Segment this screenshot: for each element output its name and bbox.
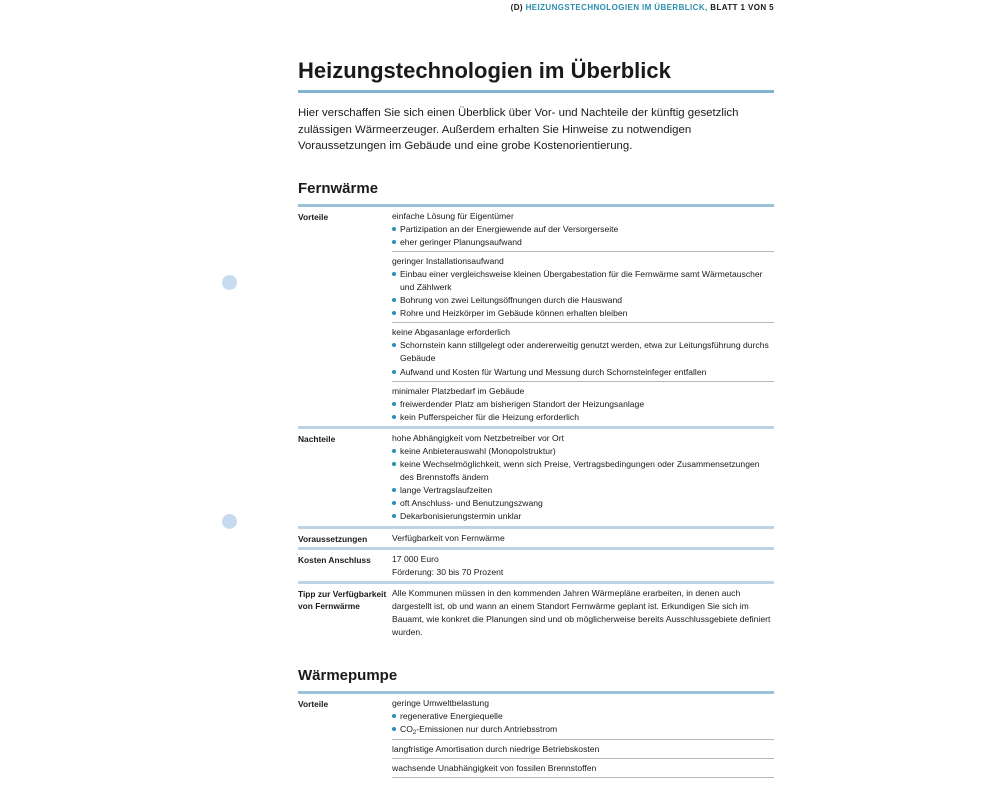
advantage-block [392, 382, 774, 426]
bullet-item: Rohre und Heizkörper im Gebäude können erhalten bleiben [392, 307, 774, 320]
row-kosten [298, 550, 774, 584]
co2-prefix: CO [400, 724, 413, 735]
row-label: Vorteile [298, 211, 329, 222]
co2-subscript: 2 [412, 730, 417, 737]
row-content [392, 550, 774, 581]
row-vorteile-wp [298, 694, 774, 777]
bullet-item: Schornstein kann stillgelegt oder andererweitig genutzt werden, etwa zur Leitungsführung durchs Gebäude [392, 339, 774, 365]
row-label: Vorteile [298, 699, 329, 710]
requirement-text: Verfügbarkeit von Fernwärme [392, 532, 505, 543]
row-content [392, 694, 774, 777]
bullet-item: keine Wechselmöglichkeit, wenn sich Preise, Vertragsbedingungen oder Zusammensetzungen des Brennstoffs ändern [392, 458, 774, 484]
header-title: HEIZUNGSTECHNOLOGIEN IM ÜBERBLICK, [525, 3, 708, 12]
block-heading: hohe Abhängigkeit vom Netzbetreiber vor Ort [392, 432, 564, 443]
row-label: Nachteile [298, 433, 336, 444]
bullet-item: Bohrung von zwei Leitungsöffnungen durch die Hauswand [392, 294, 774, 307]
co2-suffix: -Emissionen nur durch Antriebsstrom [416, 724, 558, 735]
intro-text: Hier verschaffen Sie sich einen Überblick über Vor- und Nachteile der künftig gesetzlich zulässigen Wärmeerzeuger. Außerdem erhalten Sie Hinweise zu notwendigen Voraussetzungen im Gebäude und eine grobe Kostenorientierung. [298, 107, 739, 152]
row-label-line: von Fernwärme [298, 600, 360, 611]
block-heading: minimaler Platzbedarf im Gebäude [392, 385, 525, 396]
advantage-block [392, 323, 774, 381]
row-tipp [298, 584, 774, 641]
page-title: Heizungstechnologien im Überblick [298, 56, 774, 93]
row-content [392, 429, 774, 526]
cost-block [392, 550, 774, 581]
row-label: Voraussetzungen [298, 533, 368, 544]
advantage-block: wachsende Unabhängigkeit von fossilen Brennstoffen [392, 759, 774, 778]
bullet-item: kein Pufferspeicher für die Heizung erforderlich [392, 411, 774, 424]
disadvantage-block [392, 429, 774, 526]
section-title-waermepumpe: Wärmepumpe [298, 667, 398, 685]
bullet-item: freiwerdender Platz am bisherigen Standort der Heizungsanlage [392, 398, 774, 411]
advantage-block [392, 694, 774, 739]
bullet-item: Aufwand und Kosten für Wartung und Messung durch Schornsteinfeger entfallen [392, 366, 774, 379]
block-heading: geringer Installationsaufwand [392, 255, 504, 266]
block-heading: geringe Umweltbelastung [392, 698, 489, 709]
row-label [298, 584, 392, 641]
block-heading: einfache Lösung für Eigentümer [392, 210, 514, 221]
bullet-item: Partizipation an der Energiewende auf der Versorgerseite [392, 223, 774, 236]
bullet-item: lange Vertragslaufzeiten [392, 484, 774, 497]
punch-hole-bottom [222, 514, 237, 529]
row-content [392, 584, 774, 641]
block-heading: keine Abgasanlage erforderlich [392, 327, 511, 338]
bullet-item [392, 723, 774, 736]
section-title-fernwaerme: Fernwärme [298, 179, 379, 197]
advantage-block: langfristige Amortisation durch niedrige Betriebskosten [392, 740, 774, 759]
advantage-block [392, 207, 774, 252]
punch-hole-top [222, 275, 237, 290]
row-voraussetzungen [298, 529, 774, 550]
row-label: Kosten Anschluss [298, 554, 371, 565]
cost-amount: 17 000 Euro [392, 553, 439, 564]
tip-text: Alle Kommunen müssen in den kommenden Jahren Wärmepläne erarbeiten, in denen auch dargestellt ist, ob und wann an einem Standort Fernwärme geplant ist. Erkundigen Sie sich im Bauamt, wie konkret die Planungen sind und ob möglicherweise bereits Ausschlussgebiete definiert wurden. [392, 587, 771, 638]
advantage-block [392, 252, 774, 323]
row-nachteile [298, 429, 774, 529]
row-content [392, 529, 774, 547]
cost-funding: Förderung: 30 bis 70 Prozent [392, 566, 504, 577]
row-label-line: Tipp zur Verfügbarkeit [298, 588, 387, 599]
bullet-item: eher geringer Planungsaufwand [392, 236, 774, 249]
bullet-item: regenerative Energiequelle [392, 710, 774, 723]
header-sheet: BLATT 1 VON 5 [710, 3, 774, 12]
row-vorteile [298, 207, 774, 429]
bullet-item: oft Anschluss- und Benutzungszwang [392, 497, 774, 510]
bullet-item: Einbau einer vergleichsweise kleinen Übergabestation für die Fernwärme samt Wärmetauscher und Zählwerk [392, 268, 774, 294]
header-prefix: (D) [510, 3, 523, 12]
row-content [392, 207, 774, 426]
page-content [298, 56, 774, 778]
bullet-item: keine Anbieterauswahl (Monopolstruktur) [392, 445, 774, 458]
running-header [511, 3, 774, 12]
bullet-item: Dekarbonisierungstermin unklar [392, 510, 774, 523]
